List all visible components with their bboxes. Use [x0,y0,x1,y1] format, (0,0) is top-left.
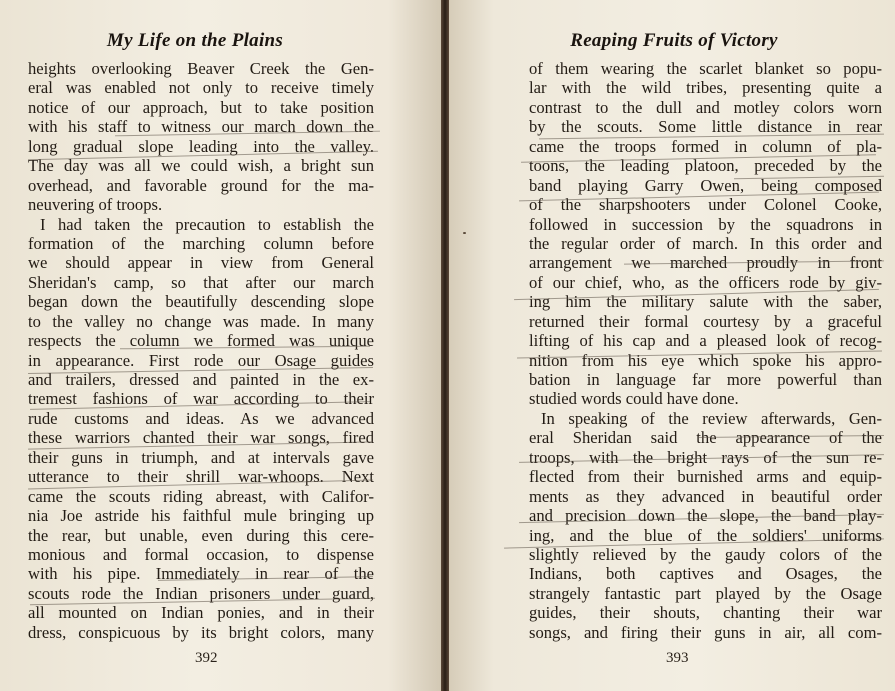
text-line: notice of our approach, but to take position [28,97,374,117]
text-line: ments as they advanced in beautiful order [529,486,882,506]
text-line: dress, conspicuous by its bright colors, many [28,622,374,642]
text-line: Sheridan's camp, so that after our march [28,272,374,292]
text-line: and trailers, dressed and painted in the ex- [28,370,374,389]
book-gutter [441,0,449,691]
text-line: eral was enabled not only to receive timely [28,78,374,98]
text-line: ing him the military salute with the saber, [529,292,882,312]
left-running-head: My Life on the Plains [106,30,284,51]
text-line: formation of the marching column before [28,233,374,253]
text-line: neuvering of troops. [28,195,163,215]
text-line: and precision down the slope, the band play- [529,506,882,526]
text-line: all mounted on Indian ponies, and in their [28,603,374,623]
text-line: of our chief, who, as the officers rode by giv- [529,272,882,292]
text-line: we should appear in view from General [28,253,374,273]
right-running-head: Reaping Fruits of Victory [570,30,778,51]
text-line: began down the beautifully descending slope [28,292,374,312]
left-page-number: 392 [195,650,218,666]
text-line: tremest fashions of war according to their [28,389,374,409]
left-page [0,0,441,691]
text-line: lar with the wild tribes, presenting quite a [529,78,882,98]
text-line: with his pipe. Immediately in rear of the [28,564,374,584]
text-line: these warriors chanted their war songs, fired [28,428,374,448]
text-line: monious and formal occasion, to dispense [28,544,374,564]
text-line: eral Sheridan said the appearance of the [529,428,882,448]
text-line: came the troops formed in column of pla- [529,136,882,156]
text-line: their guns in triumph, and at intervals gave [28,447,374,467]
right-page-number: 393 [666,650,689,666]
text-line: scouts rode the Indian prisoners under guard, [28,583,374,603]
text-line: overhead, and favorable ground for the ma- [28,175,374,195]
text-line: bation in language far more powerful than [529,370,882,389]
text-line: by the scouts. Some little distance in rear [529,117,882,137]
text-line: guides, their shouts, chanting their war [529,603,882,623]
text-line: the rear, but unable, even during this cere- [28,525,374,545]
text-line: to the valley no change was made. In many [28,311,374,331]
text-line: troops, with the bright rays of the sun re- [529,447,882,467]
text-line: followed in succession by the squadrons in [529,214,882,234]
text-line: long gradual slope leading into the valley. [28,136,374,156]
text-line: In speaking of the review afterwards, Gen- [541,408,882,428]
text-line: rude customs and ideas. As we advanced [28,408,374,428]
text-line: songs, and firing their guns in air, all com- [529,622,882,642]
text-line: I had taken the precaution to establish the [40,214,374,234]
text-line: nition from his eye which spoke his appro- [529,350,882,370]
text-line: lifting of his cap and a pleased look of recog- [529,331,882,351]
text-line: returned their formal courtesy by a graceful [529,311,882,331]
text-line: band playing Garry Owen, being composed [529,175,882,195]
text-line: contrast to the dull and motley colors worn [529,97,882,117]
text-line: toons, the leading platoon, preceded by the [529,156,882,176]
text-line: The day was all we could wish, a bright sun [28,156,374,176]
paper-speck [463,232,466,234]
text-line: ing, and the blue of the soldiers' uniforms [529,525,882,545]
text-line: nia Joe astride his faithful mule bringing up [28,506,374,526]
left-page-text [28,59,374,642]
text-line: of the sharpshooters under Colonel Cooke, [529,195,882,215]
text-line: flected from their burnished arms and equip- [529,467,882,487]
text-line: studied words could have done. [529,389,739,409]
text-line: Indians, both captives and Osages, the [529,564,882,584]
text-line: utterance to their shrill war-whoops. Next [28,467,374,487]
text-line: came the scouts riding abreast, with Califor- [28,486,374,506]
text-line: strangely fantastic part played by the Osage [529,583,882,603]
text-line: with his staff to witness our march down the [28,117,374,137]
text-line: respects the column we formed was unique [28,331,374,351]
text-line: the regular order of march. In this order and [529,233,882,253]
text-line: arrangement we marched proudly in front [529,253,882,273]
right-page [449,0,895,691]
text-line: in appearance. First rode our Osage guides [28,350,374,370]
text-line: heights overlooking Beaver Creek the Gen- [28,59,374,78]
text-line: slightly relieved by the gaudy colors of the [529,544,882,564]
text-line: of them wearing the scarlet blanket so popu- [529,59,882,78]
